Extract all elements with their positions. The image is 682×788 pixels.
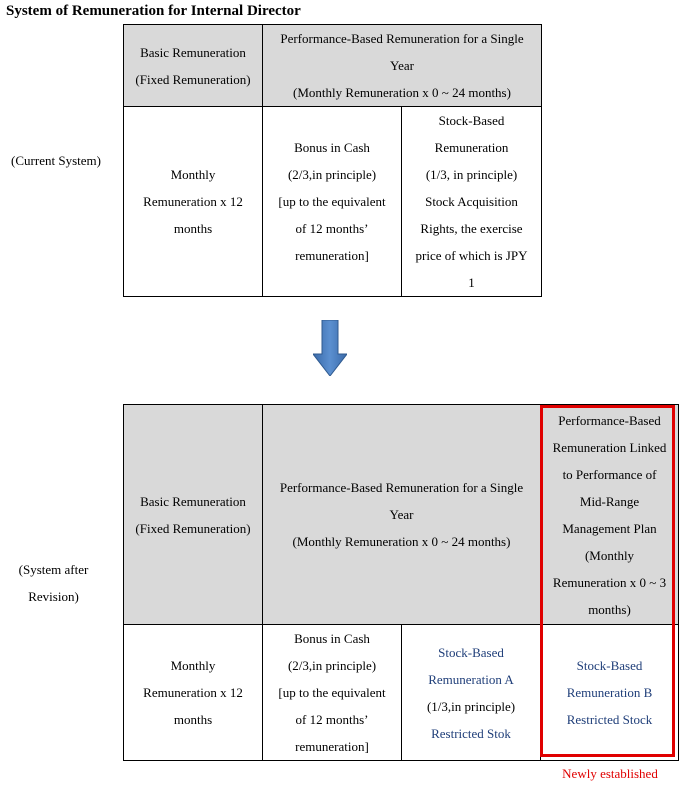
basic-remuneration-header	[124, 405, 263, 625]
cell-line: Bonus in Cash	[294, 140, 370, 155]
current-system-label: (Current System)	[11, 153, 101, 168]
cell-line: [up to the equivalent	[278, 685, 386, 700]
cell-line: (Fixed Remuneration)	[135, 520, 251, 536]
cell-line: remuneration]	[295, 248, 369, 263]
bonus-cash-cell	[263, 107, 402, 297]
cell-line: Remuneration x 12	[143, 194, 243, 209]
cell-line: Management Plan	[562, 520, 657, 536]
monthly-remuneration-cell	[124, 625, 263, 761]
cell-line: Monthly	[170, 167, 216, 182]
cell-line: Year	[389, 507, 414, 522]
cell-line: Bonus in Cash	[294, 631, 370, 646]
cell-line: Stock-Based	[576, 658, 643, 673]
stock-a-line1: Stock-Based	[438, 644, 504, 660]
cell-line: Remuneration x 12	[143, 685, 243, 700]
current-system-table	[123, 24, 542, 297]
cell-line: to Performance of	[562, 466, 657, 482]
cell-line: of 12 months’	[295, 712, 369, 727]
performance-remuneration-header	[263, 405, 541, 625]
cell-line: (Monthly	[584, 547, 635, 563]
cell-line: Restricted Stock	[566, 712, 653, 727]
cell-line: Basic Remuneration	[140, 44, 246, 60]
revised-label-line2: Revision)	[28, 589, 79, 604]
cell-line: Mid-Range	[579, 493, 640, 509]
cell-line: Stock Acquisition	[425, 194, 518, 209]
cell-line: Year	[390, 58, 414, 73]
cell-line: months)	[588, 601, 631, 617]
cell-line: Stock-Based	[438, 113, 505, 128]
stock-remuneration-cell	[402, 107, 542, 297]
stock-a-line4: Restricted Stok	[431, 725, 511, 741]
newly-established-label: Newly established	[562, 766, 658, 781]
cell-line: of 12 months’	[295, 221, 369, 236]
stock-a-line3: (1/3,in principle)	[426, 698, 516, 714]
cell-line: (Monthly Remuneration x 0 ~ 24 months)	[293, 85, 511, 100]
stock-remuneration-a-cell	[402, 625, 541, 761]
down-arrow-icon	[313, 320, 347, 376]
cell-line: Remuneration	[434, 140, 509, 155]
cell-line: (2/3,in principle)	[287, 658, 377, 673]
cell-line: Performance-Based Remuneration for a Single	[280, 31, 524, 46]
basic-remuneration-header	[124, 25, 263, 107]
cell-line: Basic Remuneration	[140, 493, 246, 509]
cell-line: Rights, the exercise	[420, 221, 523, 236]
cell-line: price of which is JPY	[415, 248, 528, 263]
cell-line: Performance-Based Remuneration for a Single	[279, 480, 524, 495]
cell-line: Remuneration Linked	[552, 439, 667, 455]
cell-line: (2/3,in principle)	[287, 167, 377, 182]
cell-line: (Fixed Remuneration)	[135, 71, 251, 87]
cell-line: Remuneration B	[566, 685, 653, 700]
bonus-cash-cell	[263, 625, 402, 761]
cell-line: months	[173, 712, 213, 727]
cell-line: Performance-Based	[558, 412, 661, 428]
document-title: System of Remuneration for Internal Director	[6, 3, 301, 19]
revised-label-line1: (System after	[18, 562, 89, 577]
stock-a-line2: Remuneration A	[428, 671, 514, 687]
cell-line: (1/3, in principle)	[425, 167, 518, 182]
revised-system-label	[6, 556, 101, 610]
cell-line: months	[173, 221, 213, 236]
cell-line: [up to the equivalent	[278, 194, 386, 209]
cell-line: Remuneration x 0 ~ 3	[552, 574, 667, 590]
cell-line: (Monthly Remuneration x 0 ~ 24 months)	[292, 534, 511, 549]
cell-line: 1	[468, 275, 475, 290]
performance-remuneration-header	[263, 25, 542, 107]
cell-line: remuneration]	[295, 739, 369, 754]
monthly-remuneration-cell	[124, 107, 263, 297]
newly-established-highlight	[540, 405, 675, 757]
cell-line: Monthly	[170, 658, 216, 673]
